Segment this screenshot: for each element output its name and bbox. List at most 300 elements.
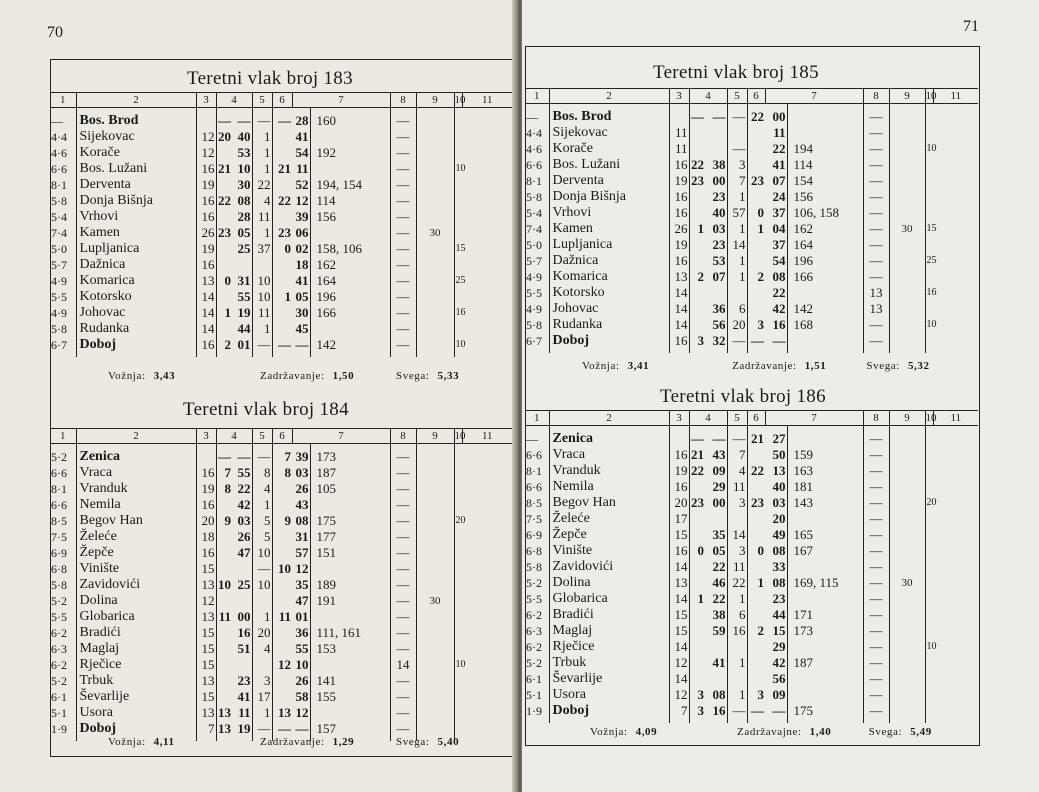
col4-min-cell: 47 <box>237 545 251 560</box>
col3-cell: 17 <box>669 511 689 527</box>
col11-cell <box>454 529 462 545</box>
col8-cell: 154 <box>787 173 863 189</box>
col9-cell: — <box>390 145 416 161</box>
col8-cell: 164 <box>787 237 863 253</box>
footer-svega-value: 5,33 <box>437 370 460 382</box>
km-cell: 6·7 <box>51 338 67 352</box>
column-header: 10 <box>925 412 937 424</box>
station-cell: Vinište <box>549 543 669 559</box>
col4-min-cell: 55 <box>237 289 251 304</box>
timetable-row <box>50 545 512 561</box>
col4-hour-cell <box>689 623 705 639</box>
col4-hour-cell <box>689 655 705 671</box>
col7-min-cell: 03 <box>295 465 309 480</box>
col4-min-cell: 38 <box>712 607 726 622</box>
col3-cell: 14 <box>669 639 689 655</box>
column-header: 7 <box>765 411 863 426</box>
col9-cell: — <box>863 639 889 655</box>
col11-cell <box>454 289 462 305</box>
col6-cell <box>252 657 272 673</box>
col10-cell <box>889 237 925 253</box>
col6-cell: 20 <box>727 317 747 333</box>
station-cell: Vranduk <box>549 463 669 479</box>
col7-hour-cell <box>747 655 765 671</box>
col3-cell: 13 <box>196 577 216 593</box>
col3-cell: 14 <box>669 317 689 333</box>
column-header: 7 <box>765 89 863 104</box>
col4-min-cell: 25 <box>237 577 251 592</box>
col4-hour-cell <box>216 177 232 193</box>
col7-min-cell: 07 <box>772 173 786 188</box>
col7-hour-cell: 12 <box>272 657 292 673</box>
timetable-row <box>525 426 978 448</box>
col10-cell <box>416 673 454 689</box>
col4-min-cell: 22 <box>237 481 251 496</box>
col9-cell: — <box>390 529 416 545</box>
col11-cell <box>454 609 462 625</box>
col3-cell: 13 <box>196 609 216 625</box>
station-cell: Nemila <box>549 479 669 495</box>
col6-cell: 10 <box>252 545 272 561</box>
col7-hour-cell <box>272 177 292 193</box>
station-cell: Zavidovići <box>549 559 669 575</box>
km-cell: 6·9 <box>51 546 67 560</box>
station-cell: Rječice <box>76 657 196 673</box>
col10-cell <box>416 444 454 466</box>
col7-hour-cell <box>747 671 765 687</box>
col3-cell: 12 <box>196 593 216 609</box>
km-cell: 4·9 <box>526 302 542 316</box>
col9-cell: — <box>863 479 889 495</box>
col4-hour-cell: 3 <box>689 687 705 703</box>
col11-cell <box>925 559 933 575</box>
col6-cell: 10 <box>252 577 272 593</box>
col10-cell <box>889 125 925 141</box>
col4-hour-cell: — <box>216 108 232 130</box>
col11-cell <box>454 593 462 609</box>
col6-cell: 22 <box>252 177 272 193</box>
col4-min-cell: 41 <box>712 655 726 670</box>
col9-cell: — <box>390 129 416 145</box>
col7-min-cell: 16 <box>772 317 786 332</box>
timetable-row <box>525 447 978 463</box>
col7-hour-cell: 23 <box>747 495 765 511</box>
col6-cell: 1 <box>727 253 747 269</box>
col11-cell <box>454 625 462 641</box>
column-header: 11 <box>462 93 512 108</box>
col7-min-cell: 39 <box>295 449 309 464</box>
col7-hour-cell: 0 <box>747 543 765 559</box>
col7-min-cell: 52 <box>295 177 309 192</box>
col10-cell <box>889 607 925 623</box>
footer-svega-value: 5,40 <box>437 736 460 748</box>
col11-cell <box>454 444 462 466</box>
column-header: 6 <box>272 429 292 444</box>
station-cell: Rudanka <box>76 321 196 337</box>
col9-cell: — <box>863 237 889 253</box>
col7-hour-cell: 13 <box>272 705 292 721</box>
col8-cell <box>787 104 863 126</box>
station-cell: Vinište <box>76 561 196 577</box>
col4-min-cell: 09 <box>712 463 726 478</box>
km-cell: 7·5 <box>526 512 542 526</box>
km-cell: 7·4 <box>51 226 67 240</box>
col10-cell <box>889 687 925 703</box>
col8-cell: 194, 154 <box>310 177 390 193</box>
col7-hour-cell: 11 <box>272 609 292 625</box>
km-cell: 5·4 <box>526 206 542 220</box>
timetable-row <box>525 591 978 607</box>
col6-cell: 57 <box>727 205 747 221</box>
col9-cell: — <box>863 221 889 237</box>
col7-min-cell: 37 <box>772 237 786 252</box>
col3-cell: 19 <box>669 463 689 479</box>
column-header: 8 <box>390 429 416 444</box>
station-cell: Bos. Brod <box>76 108 196 130</box>
station-cell: Korače <box>549 141 669 157</box>
col8-cell: 171 <box>787 607 863 623</box>
footer-vozna-label: Vožnja: <box>582 360 620 372</box>
col7-hour-cell: 21 <box>272 161 292 177</box>
col7-hour-cell: 22 <box>747 463 765 479</box>
col10-cell <box>889 703 925 723</box>
col7-min-cell: 03 <box>772 495 786 510</box>
column-header: 4 <box>689 89 727 104</box>
col6-cell: 1 <box>252 321 272 337</box>
col6-cell: — <box>727 141 747 157</box>
col6-cell: 1 <box>252 129 272 145</box>
col10-cell <box>889 253 925 269</box>
station-cell: Derventa <box>76 177 196 193</box>
col4-hour-cell: 3 <box>689 333 705 353</box>
col6-cell: 1 <box>727 591 747 607</box>
col4-hour-cell: 13 <box>216 721 232 741</box>
col7-hour-cell: — <box>272 337 292 357</box>
col6-cell: 3 <box>727 157 747 173</box>
col11-cell <box>454 689 462 705</box>
col7-min-cell: 12 <box>295 561 309 576</box>
col7-min-cell: 40 <box>772 479 786 494</box>
km-cell: 6·6 <box>51 498 67 512</box>
col4-hour-cell <box>689 559 705 575</box>
timetable-186 <box>525 410 978 723</box>
timetable-row <box>50 257 512 273</box>
col4-hour-cell <box>689 671 705 687</box>
col6-cell: 5 <box>252 513 272 529</box>
column-header: 4 <box>689 411 727 426</box>
column-header: 11 <box>933 411 978 426</box>
col9-cell: — <box>390 481 416 497</box>
timetable-row <box>50 657 512 673</box>
col6-cell: 11 <box>727 559 747 575</box>
col4-min-cell: 43 <box>712 447 726 462</box>
col11-cell: 16 <box>454 305 462 321</box>
col11-cell: 15 <box>925 221 933 237</box>
col4-min-cell <box>705 285 727 301</box>
station-cell: Ševarlije <box>76 689 196 705</box>
station-cell: Usora <box>76 705 196 721</box>
col7-hour-cell <box>747 479 765 495</box>
col11-cell: 10 <box>925 141 933 157</box>
col8-cell: 156 <box>787 189 863 205</box>
col9-cell: — <box>863 447 889 463</box>
column-header: 5 <box>727 89 747 104</box>
col7-min-cell: 35 <box>295 577 309 592</box>
col6-cell: 1 <box>727 221 747 237</box>
km-cell: 6·8 <box>526 544 542 558</box>
col7-min-cell: 41 <box>295 273 309 288</box>
col8-cell: 173 <box>310 444 390 466</box>
col6-cell: 11 <box>252 305 272 321</box>
station-cell: Dažnica <box>549 253 669 269</box>
col7-min-cell: 26 <box>295 673 309 688</box>
col7-min-cell: 54 <box>772 253 786 268</box>
col8-cell: 163 <box>787 463 863 479</box>
col10-cell <box>889 205 925 221</box>
station-cell: Nemila <box>76 497 196 513</box>
col3-cell: 15 <box>196 689 216 705</box>
col8-cell: 142 <box>310 337 390 357</box>
col9-cell: — <box>863 253 889 269</box>
col8-cell <box>310 561 390 577</box>
col11-cell <box>925 655 933 671</box>
col4-min-cell: 53 <box>237 145 251 160</box>
col4-min-cell: 40 <box>712 205 726 220</box>
col7-hour-cell <box>747 591 765 607</box>
km-cell: 5·5 <box>51 610 67 624</box>
column-header: 6 <box>747 411 765 426</box>
col4-hour-cell <box>689 607 705 623</box>
col4-hour-cell <box>216 561 232 577</box>
col11-cell: 20 <box>454 513 462 529</box>
col7-hour-cell <box>272 145 292 161</box>
col8-cell: 159 <box>787 447 863 463</box>
station-cell: Johovac <box>76 305 196 321</box>
km-cell: 5·1 <box>51 706 67 720</box>
col8-cell <box>787 285 863 301</box>
col9-cell: — <box>863 607 889 623</box>
col8-cell: 156 <box>310 209 390 225</box>
col7-hour-cell: 2 <box>747 269 765 285</box>
col9-cell: — <box>863 157 889 173</box>
col7-min-cell: 33 <box>772 559 786 574</box>
col8-cell: 181 <box>787 479 863 495</box>
station-cell: Dolina <box>549 575 669 591</box>
col8-cell: 155 <box>310 689 390 705</box>
col8-cell: 166 <box>787 269 863 285</box>
col8-cell <box>787 511 863 527</box>
timetable-row <box>525 205 978 221</box>
col11-cell <box>925 479 933 495</box>
col3-cell: 11 <box>669 141 689 157</box>
col8-cell <box>310 657 390 673</box>
col3-cell: 16 <box>196 209 216 225</box>
column-header: 3 <box>196 93 216 108</box>
col7-hour-cell <box>747 559 765 575</box>
col11-cell <box>925 687 933 703</box>
timetable-183 <box>50 92 512 357</box>
col6-cell: — <box>252 561 272 577</box>
col7-min-cell: 13 <box>772 463 786 478</box>
timetable-row <box>525 511 978 527</box>
col9-cell: — <box>390 108 416 130</box>
col4-hour-cell: 8 <box>216 481 232 497</box>
column-header: 2 <box>549 411 669 426</box>
col8-cell: 114 <box>787 157 863 173</box>
col4-hour-cell <box>216 497 232 513</box>
col10-cell <box>416 273 454 289</box>
timetable-row <box>525 671 978 687</box>
col7-min-cell: 23 <box>772 591 786 606</box>
col7-hour-cell <box>272 625 292 641</box>
station-cell: Dolina <box>76 593 196 609</box>
col3-cell: 14 <box>669 591 689 607</box>
km-cell: 5·2 <box>526 576 542 590</box>
column-header: 11 <box>933 89 978 104</box>
col11-cell <box>925 447 933 463</box>
col7-hour-cell <box>272 641 292 657</box>
col6-cell: 1 <box>727 269 747 285</box>
col7-hour-cell: 3 <box>747 687 765 703</box>
col4-min-cell: 07 <box>712 269 726 284</box>
station-cell: Johovac <box>549 301 669 317</box>
col9-cell: — <box>390 721 416 741</box>
col4-min-cell: 35 <box>712 527 726 542</box>
km-cell: 8·1 <box>51 178 67 192</box>
km-cell: 8·1 <box>526 464 542 478</box>
timetable-row <box>50 193 512 209</box>
col10-cell <box>889 655 925 671</box>
col7-min-cell: 02 <box>295 241 309 256</box>
col9-cell: — <box>390 161 416 177</box>
col7-hour-cell: — <box>272 108 292 130</box>
col11-cell: 10 <box>925 317 933 333</box>
col7-hour-cell: 10 <box>272 561 292 577</box>
col4-hour-cell: 1 <box>689 221 705 237</box>
col3-cell: 16 <box>196 465 216 481</box>
col9-cell: — <box>863 623 889 639</box>
col7-min-cell: 26 <box>295 481 309 496</box>
station-cell: Želeće <box>76 529 196 545</box>
col11-cell <box>925 157 933 173</box>
col4-min-cell: 30 <box>237 177 251 192</box>
col8-cell: 173 <box>787 623 863 639</box>
footer-vozna <box>108 370 175 382</box>
timetable-row <box>50 337 512 357</box>
col8-cell: 169, 115 <box>787 575 863 591</box>
col11-cell: 25 <box>925 253 933 269</box>
col4-hour-cell <box>689 317 705 333</box>
column-header-row <box>525 411 978 426</box>
col10-cell <box>416 177 454 193</box>
km-cell: 5·5 <box>526 592 542 606</box>
col7-hour-cell <box>747 125 765 141</box>
col4-hour-cell: — <box>689 104 705 126</box>
timetable-row <box>525 559 978 575</box>
col7-hour-cell: 23 <box>272 225 292 241</box>
km-cell: 6·2 <box>526 640 542 654</box>
footer-zadr <box>732 360 826 372</box>
col7-min-cell: 47 <box>295 593 309 608</box>
col11-cell <box>454 481 462 497</box>
col9-cell: — <box>390 273 416 289</box>
km-cell: 5·0 <box>51 242 67 256</box>
footer-zadr <box>260 736 354 748</box>
col9-cell: — <box>863 173 889 189</box>
col7-hour-cell <box>747 607 765 623</box>
col10-cell <box>416 561 454 577</box>
col7-min-cell: 22 <box>772 285 786 300</box>
column-header: 10 <box>454 94 466 106</box>
station-cell: Žepče <box>76 545 196 561</box>
col10-cell <box>889 639 925 655</box>
col11-cell <box>925 104 933 126</box>
km-cell: 6·6 <box>526 480 542 494</box>
col10-cell <box>889 479 925 495</box>
timetable-row <box>525 253 978 269</box>
col10-cell <box>416 321 454 337</box>
col8-cell: 141 <box>310 673 390 689</box>
col10-cell <box>889 317 925 333</box>
timetable-row <box>525 527 978 543</box>
col9-cell: — <box>863 141 889 157</box>
col10-cell <box>416 577 454 593</box>
station-cell: Zenica <box>76 444 196 466</box>
col3-cell: 14 <box>669 285 689 301</box>
col9-cell: — <box>390 193 416 209</box>
col4-min-cell: 00 <box>712 173 726 188</box>
col4-min-cell: — <box>237 113 251 128</box>
col4-hour-cell <box>216 625 232 641</box>
timetable-row <box>50 577 512 593</box>
km-cell: 6·3 <box>526 624 542 638</box>
station-cell: Sijekovac <box>76 129 196 145</box>
col7-min-cell: 44 <box>772 607 786 622</box>
col7-hour-cell <box>747 237 765 253</box>
col4-min-cell: 00 <box>712 495 726 510</box>
km-cell: 8·1 <box>526 174 542 188</box>
km-cell: 5·5 <box>51 290 67 304</box>
station-cell: Kamen <box>549 221 669 237</box>
col6-cell: 8 <box>252 465 272 481</box>
column-header: 8 <box>863 89 889 104</box>
km-cell: 5·8 <box>526 318 542 332</box>
col4-min-cell: 59 <box>712 623 726 638</box>
station-cell: Bos. Lužani <box>76 161 196 177</box>
col7-hour-cell <box>272 529 292 545</box>
col8-cell <box>310 321 390 337</box>
col7-hour-cell: 22 <box>747 104 765 126</box>
col11-cell <box>925 575 933 591</box>
col4-min-cell: 46 <box>712 575 726 590</box>
col4-hour-cell: 0 <box>689 543 705 559</box>
col3-cell <box>669 426 689 448</box>
timetable-row <box>525 141 978 157</box>
col9-cell: — <box>390 209 416 225</box>
km-cell: 1·9 <box>51 722 67 736</box>
col3-cell: 13 <box>669 575 689 591</box>
col9-cell: — <box>390 545 416 561</box>
km-cell: 4·4 <box>526 126 542 140</box>
col10-cell <box>416 209 454 225</box>
station-cell: Vraca <box>549 447 669 463</box>
col4-min-cell: 08 <box>237 193 251 208</box>
col11-cell <box>454 129 462 145</box>
col4-hour-cell <box>216 241 232 257</box>
km-cell: 6·6 <box>51 162 67 176</box>
col7-hour-cell <box>272 689 292 705</box>
col4-hour-cell <box>689 479 705 495</box>
